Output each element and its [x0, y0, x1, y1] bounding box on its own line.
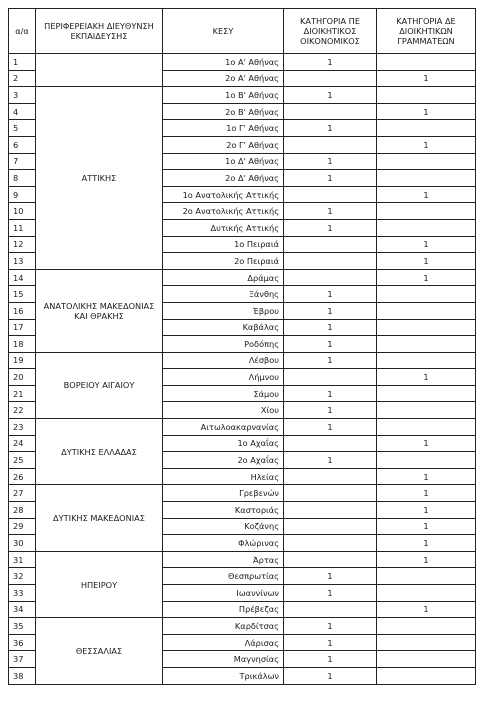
category-de-value [377, 219, 476, 236]
category-pe-value: 1 [284, 352, 377, 369]
row-number: 27 [9, 485, 36, 502]
row-number: 30 [9, 535, 36, 552]
category-pe-value [284, 518, 377, 535]
category-de-value [377, 667, 476, 684]
category-pe-value [284, 269, 377, 286]
kesy-name: 1ο Β' Αθήνας [163, 87, 284, 104]
kesy-name: 2ο Δ' Αθήνας [163, 170, 284, 187]
category-de-value: 1 [377, 269, 476, 286]
category-pe-value [284, 485, 377, 502]
category-pe-value: 1 [284, 385, 377, 402]
category-de-value [377, 302, 476, 319]
kesy-name: Τρικάλων [163, 667, 284, 684]
category-pe-value: 1 [284, 336, 377, 353]
row-number: 33 [9, 585, 36, 602]
kesy-name: Ξάνθης [163, 286, 284, 303]
row-number: 11 [9, 219, 36, 236]
kesy-name: Γρεβενών [163, 485, 284, 502]
row-number: 38 [9, 667, 36, 684]
kesy-name: 2ο Πειραιά [163, 253, 284, 270]
category-pe-value: 1 [284, 120, 377, 137]
category-de-value: 1 [377, 70, 476, 87]
category-pe-value: 1 [284, 634, 377, 651]
category-pe-value: 1 [284, 54, 377, 71]
category-pe-value: 1 [284, 452, 377, 469]
category-pe-value [284, 186, 377, 203]
row-number: 21 [9, 385, 36, 402]
header-row [9, 9, 476, 54]
header-kesy: ΚΕΣΥ [163, 9, 284, 54]
category-de-value [377, 352, 476, 369]
kesy-name: Λάρισας [163, 634, 284, 651]
allocation-table [8, 8, 476, 685]
region-name [36, 54, 163, 87]
row-number: 35 [9, 618, 36, 635]
category-de-value: 1 [377, 518, 476, 535]
kesy-name: 2ο Ανατολικής Αττικής [163, 203, 284, 220]
category-de-value: 1 [377, 551, 476, 568]
row-number: 17 [9, 319, 36, 336]
kesy-name: Αιτωλοακαρνανίας [163, 419, 284, 436]
region-name: ΔΥΤΙΚΗΣ ΕΛΛΑΔΑΣ [36, 419, 163, 485]
category-pe-value [284, 435, 377, 452]
row-number: 1 [9, 54, 36, 71]
kesy-name: Άρτας [163, 551, 284, 568]
kesy-name: Ηλείας [163, 468, 284, 485]
category-de-value: 1 [377, 369, 476, 386]
category-pe-value: 1 [284, 618, 377, 635]
row-number: 29 [9, 518, 36, 535]
allocation-table-container [8, 8, 476, 685]
category-de-value [377, 385, 476, 402]
kesy-name: 2ο Β' Αθήνας [163, 103, 284, 120]
row-number: 26 [9, 468, 36, 485]
row-number: 3 [9, 87, 36, 104]
region-name: ΘΕΣΣΑΛΙΑΣ [36, 618, 163, 684]
row-number: 36 [9, 634, 36, 651]
category-de-value [377, 153, 476, 170]
kesy-name: 1ο Δ' Αθήνας [163, 153, 284, 170]
row-number: 14 [9, 269, 36, 286]
category-pe-value [284, 601, 377, 618]
row-number: 37 [9, 651, 36, 668]
row-number: 18 [9, 336, 36, 353]
kesy-name: Λήμνου [163, 369, 284, 386]
category-pe-value: 1 [284, 585, 377, 602]
category-pe-value [284, 136, 377, 153]
category-de-value [377, 87, 476, 104]
kesy-name: Καβάλας [163, 319, 284, 336]
category-pe-value [284, 103, 377, 120]
row-number: 2 [9, 70, 36, 87]
kesy-name: Κοζάνης [163, 518, 284, 535]
header-category-de: ΚΑΤΗΓΟΡΙΑ ΔΕ ΔΙΟΙΚΗΤΙΚΩΝ ΓΡΑΜΜΑΤΕΩΝ [377, 9, 476, 54]
kesy-name: 1ο Ανατολικής Αττικής [163, 186, 284, 203]
category-pe-value: 1 [284, 667, 377, 684]
category-de-value: 1 [377, 136, 476, 153]
category-de-value: 1 [377, 253, 476, 270]
category-de-value [377, 402, 476, 419]
category-pe-value: 1 [284, 402, 377, 419]
row-number: 7 [9, 153, 36, 170]
table-row [9, 551, 476, 568]
category-pe-value: 1 [284, 170, 377, 187]
region-name: ΔΥΤΙΚΗΣ ΜΑΚΕΔΟΝΙΑΣ [36, 485, 163, 551]
region-name: ΒΟΡΕΙΟΥ ΑΙΓΑΙΟΥ [36, 352, 163, 418]
row-number: 8 [9, 170, 36, 187]
row-number: 20 [9, 369, 36, 386]
row-number: 34 [9, 601, 36, 618]
category-pe-value [284, 502, 377, 519]
table-row [9, 352, 476, 369]
kesy-name: 2ο Α' Αθήνας [163, 70, 284, 87]
row-number: 12 [9, 236, 36, 253]
category-de-value [377, 585, 476, 602]
category-de-value: 1 [377, 601, 476, 618]
category-pe-value [284, 535, 377, 552]
category-pe-value: 1 [284, 419, 377, 436]
category-de-value: 1 [377, 236, 476, 253]
row-number: 25 [9, 452, 36, 469]
category-pe-value: 1 [284, 286, 377, 303]
category-pe-value: 1 [284, 651, 377, 668]
category-de-value [377, 568, 476, 585]
category-pe-value: 1 [284, 319, 377, 336]
category-de-value: 1 [377, 103, 476, 120]
kesy-name: Σάμου [163, 385, 284, 402]
category-de-value [377, 419, 476, 436]
row-number: 23 [9, 419, 36, 436]
category-de-value [377, 651, 476, 668]
category-de-value: 1 [377, 468, 476, 485]
category-de-value [377, 319, 476, 336]
row-number: 32 [9, 568, 36, 585]
row-number: 19 [9, 352, 36, 369]
region-name: ΑΝΑΤΟΛΙΚΗΣ ΜΑΚΕΔΟΝΙΑΣ ΚΑΙ ΘΡΑΚΗΣ [36, 269, 163, 352]
region-name: ΑΤΤΙΚΗΣ [36, 87, 163, 270]
row-number: 24 [9, 435, 36, 452]
row-number: 28 [9, 502, 36, 519]
category-de-value [377, 452, 476, 469]
category-de-value: 1 [377, 435, 476, 452]
category-pe-value [284, 551, 377, 568]
category-de-value [377, 286, 476, 303]
row-number: 13 [9, 253, 36, 270]
category-pe-value: 1 [284, 87, 377, 104]
category-pe-value [284, 369, 377, 386]
category-pe-value: 1 [284, 568, 377, 585]
kesy-name: Πρέβεζας [163, 601, 284, 618]
kesy-name: Ροδόπης [163, 336, 284, 353]
category-pe-value: 1 [284, 219, 377, 236]
table-body [9, 54, 476, 685]
region-name: ΗΠΕΙΡΟΥ [36, 551, 163, 617]
category-de-value: 1 [377, 502, 476, 519]
kesy-name: Λέσβου [163, 352, 284, 369]
row-number: 31 [9, 551, 36, 568]
category-pe-value: 1 [284, 153, 377, 170]
header-category-pe: ΚΑΤΗΓΟΡΙΑ ΠΕ ΔΙΟΙΚΗΤΙΚΟΣ ΟΙΚΟΝΟΜΙΚΟΣ [284, 9, 377, 54]
category-de-value [377, 203, 476, 220]
kesy-name: Φλώρινας [163, 535, 284, 552]
category-de-value: 1 [377, 485, 476, 502]
category-de-value [377, 120, 476, 137]
category-pe-value [284, 468, 377, 485]
table-row [9, 54, 476, 71]
kesy-name: Χίου [163, 402, 284, 419]
kesy-name: Έβρου [163, 302, 284, 319]
row-number: 10 [9, 203, 36, 220]
row-number: 15 [9, 286, 36, 303]
category-de-value [377, 618, 476, 635]
table-row [9, 269, 476, 286]
kesy-name: 2ο Αχαΐας [163, 452, 284, 469]
category-de-value [377, 170, 476, 187]
kesy-name: 1ο Αχαΐας [163, 435, 284, 452]
kesy-name: Μαγνησίας [163, 651, 284, 668]
row-number: 16 [9, 302, 36, 319]
category-pe-value: 1 [284, 302, 377, 319]
category-de-value [377, 336, 476, 353]
header-region: ΠΕΡΙΦΕΡΕΙΑΚΗ ΔΙΕΥΘΥΝΣΗ ΕΚΠΑΙΔΕΥΣΗΣ [36, 9, 163, 54]
kesy-name: 1ο Α' Αθήνας [163, 54, 284, 71]
row-number: 22 [9, 402, 36, 419]
kesy-name: 2ο Γ' Αθήνας [163, 136, 284, 153]
category-de-value [377, 54, 476, 71]
kesy-name: 1ο Πειραιά [163, 236, 284, 253]
kesy-name: Καστοριάς [163, 502, 284, 519]
kesy-name: Δυτικής Αττικής [163, 219, 284, 236]
table-row [9, 87, 476, 104]
table-row [9, 419, 476, 436]
category-de-value: 1 [377, 535, 476, 552]
kesy-name: Ιωαννίνων [163, 585, 284, 602]
kesy-name: Θεσπρωτίας [163, 568, 284, 585]
category-pe-value: 1 [284, 203, 377, 220]
kesy-name: Δράμας [163, 269, 284, 286]
table-row [9, 618, 476, 635]
category-pe-value [284, 253, 377, 270]
header-num: α/α [9, 9, 36, 54]
row-number: 4 [9, 103, 36, 120]
row-number: 6 [9, 136, 36, 153]
category-de-value [377, 634, 476, 651]
category-de-value: 1 [377, 186, 476, 203]
row-number: 5 [9, 120, 36, 137]
table-row [9, 485, 476, 502]
kesy-name: 1ο Γ' Αθήνας [163, 120, 284, 137]
category-pe-value [284, 236, 377, 253]
row-number: 9 [9, 186, 36, 203]
kesy-name: Καρδίτσας [163, 618, 284, 635]
category-pe-value [284, 70, 377, 87]
